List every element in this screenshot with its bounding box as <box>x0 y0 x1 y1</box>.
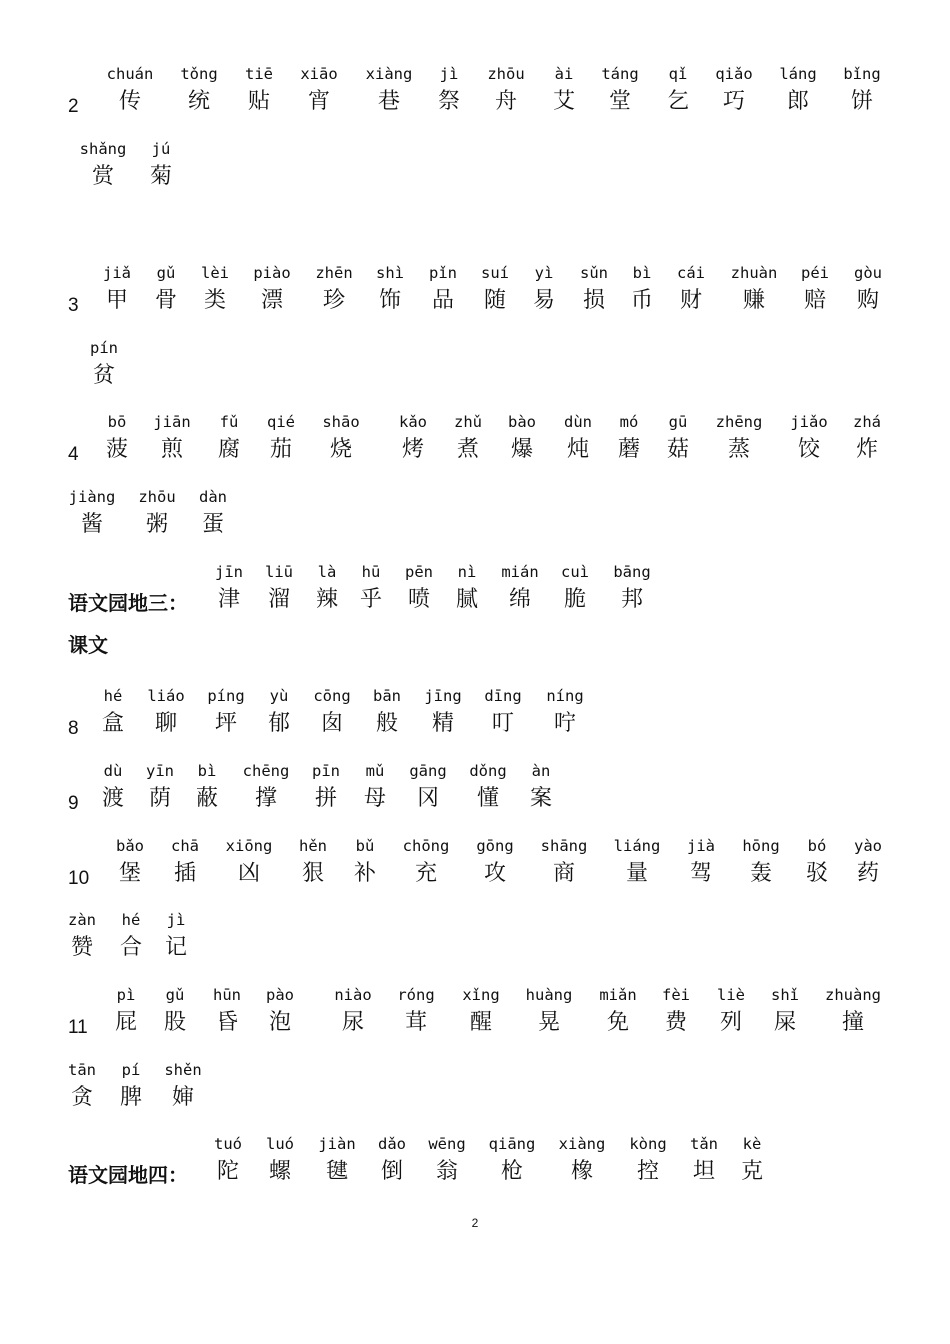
pinyin: jú <box>151 140 171 158</box>
pinyin: hōng <box>742 837 780 855</box>
pinyin: dǒng <box>469 762 507 780</box>
pinyin: tǎn <box>690 1135 718 1153</box>
hanzi: 聊 <box>154 711 177 736</box>
pinyin: pín <box>90 339 118 357</box>
pinyin: mián <box>501 563 539 581</box>
pinyin: yīn <box>146 762 174 780</box>
character-cell <box>592 562 672 616</box>
pinyin: kè <box>742 1135 762 1153</box>
hanzi: 翁 <box>435 1159 458 1184</box>
vocab-row <box>0 985 950 1045</box>
hanzi: 宵 <box>307 89 330 114</box>
pinyin: cuì <box>561 563 589 581</box>
pinyin: piào <box>253 264 291 282</box>
hanzi: 贴 <box>247 89 270 114</box>
hanzi: 充 <box>414 861 437 886</box>
pinyin: dǎo <box>378 1135 406 1153</box>
hanzi: 蛋 <box>201 512 224 537</box>
vocab-row <box>0 139 950 199</box>
hanzi: 脆 <box>563 587 586 612</box>
hanzi: 辣 <box>315 587 338 612</box>
pinyin: jià <box>687 837 715 855</box>
pinyin: zhuàng <box>825 986 881 1004</box>
hanzi: 品 <box>431 288 454 313</box>
pinyin: liáng <box>613 837 661 855</box>
character-cell <box>699 412 779 466</box>
hanzi: 尿 <box>341 1010 364 1035</box>
pinyin: gǔ <box>165 986 185 1004</box>
section-heading: 课文 <box>68 633 108 657</box>
hanzi: 溜 <box>267 587 290 612</box>
vocab-row <box>0 910 950 970</box>
pinyin: qié <box>267 413 295 431</box>
pinyin: liū <box>265 563 293 581</box>
hanzi: 漂 <box>260 288 283 313</box>
hanzi: 腻 <box>455 587 478 612</box>
pinyin: bāng <box>613 563 651 581</box>
hanzi: 菠 <box>105 437 128 462</box>
vocab-row <box>0 836 950 896</box>
pinyin: jiàn <box>318 1135 356 1153</box>
hanzi: 咛 <box>553 711 576 736</box>
pinyin: bō <box>107 413 127 431</box>
pinyin: zhuàn <box>730 264 778 282</box>
pinyin: xiāo <box>300 65 338 83</box>
character-cell <box>455 836 535 890</box>
hanzi: 喷 <box>407 587 430 612</box>
pinyin: bǔ <box>355 837 375 855</box>
pinyin: liáo <box>147 687 185 705</box>
hanzi: 母 <box>363 786 386 811</box>
vocab-row <box>0 1060 950 1120</box>
hanzi: 甲 <box>105 288 128 313</box>
hanzi: 克 <box>740 1159 763 1184</box>
pinyin: zhōu <box>138 488 176 506</box>
hanzi: 蒸 <box>727 437 750 462</box>
hanzi: 币 <box>630 288 653 313</box>
pinyin: fèi <box>662 986 690 1004</box>
hanzi: 乞 <box>666 89 689 114</box>
hanzi: 药 <box>856 861 879 886</box>
pinyin: tǒng <box>180 65 218 83</box>
hanzi: 烧 <box>329 437 352 462</box>
hanzi: 饼 <box>850 89 873 114</box>
section-label: 语文园地四： <box>68 1165 188 1187</box>
hanzi: 购 <box>856 288 879 313</box>
hanzi: 易 <box>532 288 555 313</box>
hanzi: 贫 <box>92 363 115 388</box>
pinyin: yì <box>534 264 554 282</box>
vocab-row <box>0 487 950 547</box>
pinyin: hūn <box>213 986 241 1004</box>
hanzi: 倒 <box>380 1159 403 1184</box>
lesson-number: 3 <box>68 295 79 316</box>
pinyin: tiē <box>245 65 273 83</box>
hanzi: 凶 <box>237 861 260 886</box>
pinyin: shì <box>376 264 404 282</box>
hanzi: 堡 <box>118 861 141 886</box>
hanzi: 撑 <box>254 786 277 811</box>
hanzi: 盒 <box>101 711 124 736</box>
hanzi: 股 <box>163 1010 186 1035</box>
pinyin: jiǎo <box>790 413 828 431</box>
hanzi: 昏 <box>215 1010 238 1035</box>
hanzi: 腐 <box>217 437 240 462</box>
hanzi: 绵 <box>508 587 531 612</box>
character-cell <box>524 836 604 890</box>
hanzi: 叮 <box>491 711 514 736</box>
pinyin: tān <box>68 1061 96 1079</box>
hanzi: 拼 <box>314 786 337 811</box>
pinyin: dàn <box>199 488 227 506</box>
character-cell <box>828 263 908 317</box>
pinyin: dùn <box>564 413 592 431</box>
hanzi: 控 <box>636 1159 659 1184</box>
hanzi: 案 <box>529 786 552 811</box>
pinyin: luó <box>266 1135 294 1153</box>
pinyin: ài <box>554 65 574 83</box>
lesson-number: 9 <box>68 793 79 814</box>
pinyin: gū <box>668 413 688 431</box>
pinyin: hé <box>103 687 123 705</box>
character-cell <box>173 487 253 541</box>
pinyin: zàn <box>68 911 96 929</box>
pinyin: pēn <box>405 563 433 581</box>
character-cell <box>143 1060 223 1114</box>
hanzi: 精 <box>431 711 454 736</box>
hanzi: 统 <box>187 89 210 114</box>
hanzi: 坦 <box>692 1159 715 1184</box>
hanzi: 津 <box>217 587 240 612</box>
hanzi: 冈 <box>416 786 439 811</box>
vocab-row <box>0 686 950 746</box>
hanzi: 郁 <box>267 711 290 736</box>
hanzi: 攻 <box>483 861 506 886</box>
pinyin: mó <box>619 413 639 431</box>
hanzi: 祭 <box>437 89 460 114</box>
character-cell <box>90 64 170 118</box>
pinyin: qiǎo <box>715 65 753 83</box>
hanzi: 随 <box>483 288 506 313</box>
hanzi: 饰 <box>378 288 401 313</box>
character-cell <box>136 910 216 964</box>
pinyin: jiǎ <box>103 264 131 282</box>
character-cell <box>121 139 201 193</box>
lesson-number: 8 <box>68 718 79 739</box>
hanzi: 陀 <box>216 1159 239 1184</box>
pinyin: péi <box>801 264 829 282</box>
hanzi: 贪 <box>70 1085 93 1110</box>
pinyin: shǎng <box>79 140 127 158</box>
pinyin: jīn <box>215 563 243 581</box>
pinyin: róng <box>397 986 435 1004</box>
pinyin: shǐ <box>771 986 799 1004</box>
pinyin: fǔ <box>219 413 239 431</box>
pinyin: bǐng <box>843 65 881 83</box>
character-cell <box>813 985 893 1039</box>
hanzi: 枪 <box>500 1159 523 1184</box>
pinyin: pīn <box>312 762 340 780</box>
hanzi: 炖 <box>566 437 589 462</box>
pinyin: jì <box>439 65 459 83</box>
hanzi: 蔽 <box>195 786 218 811</box>
hanzi: 费 <box>664 1010 687 1035</box>
pinyin: là <box>317 563 337 581</box>
hanzi: 记 <box>164 935 187 960</box>
hanzi: 茄 <box>269 437 292 462</box>
lesson-number: 4 <box>68 444 79 465</box>
pinyin: lèi <box>201 264 229 282</box>
vocab-row <box>0 412 950 472</box>
hanzi: 量 <box>625 861 648 886</box>
hanzi: 粥 <box>145 512 168 537</box>
hanzi: 列 <box>719 1010 742 1035</box>
pinyin: gòu <box>854 264 882 282</box>
pinyin: hé <box>121 911 141 929</box>
pinyin: láng <box>779 65 817 83</box>
pinyin: bó <box>807 837 827 855</box>
pinyin: shāo <box>322 413 360 431</box>
hanzi: 插 <box>173 861 196 886</box>
pinyin: wēng <box>428 1135 466 1153</box>
hanzi: 商 <box>552 861 575 886</box>
pinyin: shāng <box>540 837 588 855</box>
pinyin: bǎo <box>116 837 144 855</box>
pinyin: mǔ <box>365 762 385 780</box>
pinyin: suí <box>481 264 509 282</box>
hanzi: 饺 <box>797 437 820 462</box>
hanzi: 般 <box>375 711 398 736</box>
section-label: 语文园地三： <box>68 593 188 615</box>
hanzi: 巷 <box>377 89 400 114</box>
hanzi: 损 <box>582 288 605 313</box>
hanzi: 驳 <box>805 861 828 886</box>
pinyin: niào <box>334 986 372 1004</box>
hanzi: 烤 <box>401 437 424 462</box>
hanzi: 邦 <box>620 587 643 612</box>
page-number: 2 <box>471 1216 479 1230</box>
pinyin: bào <box>508 413 536 431</box>
pinyin: pǐn <box>429 264 457 282</box>
pinyin: zhēng <box>715 413 763 431</box>
pinyin: hěn <box>299 837 327 855</box>
pinyin: jì <box>166 911 186 929</box>
pinyin: chuán <box>106 65 154 83</box>
hanzi: 懂 <box>476 786 499 811</box>
pinyin: kǎo <box>399 413 427 431</box>
character-cell <box>301 412 381 466</box>
character-cell <box>827 412 907 466</box>
vocab-row <box>0 1134 950 1194</box>
vocab-row <box>0 64 950 124</box>
pinyin: xiàng <box>558 1135 606 1153</box>
pinyin: qǐ <box>668 65 688 83</box>
hanzi: 脾 <box>119 1085 142 1110</box>
pinyin: chōng <box>402 837 450 855</box>
hanzi: 坪 <box>214 711 237 736</box>
hanzi: 煮 <box>456 437 479 462</box>
lesson-number: 10 <box>68 868 90 889</box>
hanzi: 轰 <box>749 861 772 886</box>
hanzi: 传 <box>118 89 141 114</box>
hanzi: 爆 <box>510 437 533 462</box>
hanzi: 乎 <box>359 587 382 612</box>
pinyin: dù <box>103 762 123 780</box>
vocab-row <box>0 761 950 821</box>
pinyin: xǐng <box>462 986 500 1004</box>
vocab-row <box>0 263 950 323</box>
pinyin: jīng <box>424 687 462 705</box>
pinyin: cōng <box>313 687 351 705</box>
hanzi: 堂 <box>608 89 631 114</box>
pinyin: bān <box>373 687 401 705</box>
pinyin: pí <box>121 1061 141 1079</box>
pinyin: gǔ <box>156 264 176 282</box>
character-cell <box>822 64 902 118</box>
pinyin: huàng <box>525 986 573 1004</box>
hanzi: 茸 <box>404 1010 427 1035</box>
hanzi: 郎 <box>786 89 809 114</box>
character-cell <box>828 836 908 890</box>
character-cell <box>525 686 605 740</box>
hanzi: 屎 <box>773 1010 796 1035</box>
hanzi: 橡 <box>570 1159 593 1184</box>
lesson-number: 2 <box>68 96 79 117</box>
character-cell <box>509 985 589 1039</box>
character-cell <box>386 836 466 890</box>
hanzi: 菇 <box>666 437 689 462</box>
hanzi: 菊 <box>149 164 172 189</box>
character-cell <box>712 1134 792 1188</box>
character-cell <box>240 985 320 1039</box>
pinyin: táng <box>601 65 639 83</box>
vocab-row <box>0 338 950 398</box>
hanzi: 煎 <box>160 437 183 462</box>
character-cell <box>64 338 144 392</box>
hanzi: 渡 <box>101 786 124 811</box>
hanzi: 婶 <box>171 1085 194 1110</box>
pinyin: hū <box>361 563 381 581</box>
pinyin: bì <box>632 264 652 282</box>
hanzi: 毽 <box>325 1159 348 1184</box>
pinyin: yào <box>854 837 882 855</box>
pinyin: pì <box>116 986 136 1004</box>
hanzi: 艾 <box>552 89 575 114</box>
hanzi: 蘑 <box>617 437 640 462</box>
pinyin: tuó <box>214 1135 242 1153</box>
hanzi: 补 <box>353 861 376 886</box>
character-cell <box>501 761 581 815</box>
pinyin: yù <box>269 687 289 705</box>
hanzi: 荫 <box>148 786 171 811</box>
pinyin: zhōu <box>487 65 525 83</box>
hanzi: 舟 <box>494 89 517 114</box>
pinyin: dīng <box>484 687 522 705</box>
pinyin: píng <box>207 687 245 705</box>
hanzi: 合 <box>119 935 142 960</box>
pinyin: bì <box>197 762 217 780</box>
lesson-number: 11 <box>68 1017 88 1038</box>
pinyin: sǔn <box>580 264 608 282</box>
character-cell <box>279 64 359 118</box>
hanzi: 晃 <box>537 1010 560 1035</box>
pinyin: kòng <box>629 1135 667 1153</box>
hanzi: 免 <box>606 1010 629 1035</box>
pinyin: jiān <box>153 413 191 431</box>
hanzi: 醒 <box>469 1010 492 1035</box>
pinyin: miǎn <box>599 986 637 1004</box>
pinyin: àn <box>531 762 551 780</box>
hanzi: 炸 <box>855 437 878 462</box>
pinyin: zhǔ <box>454 413 482 431</box>
pinyin: xiàng <box>365 65 413 83</box>
pinyin: cái <box>677 264 705 282</box>
pinyin: jiàng <box>68 488 116 506</box>
pinyin: gāng <box>409 762 447 780</box>
pinyin: gōng <box>476 837 514 855</box>
hanzi: 骨 <box>154 288 177 313</box>
hanzi: 屁 <box>114 1010 137 1035</box>
hanzi: 类 <box>203 288 226 313</box>
vocab-row <box>0 562 950 622</box>
pinyin: qiāng <box>488 1135 536 1153</box>
pinyin: chā <box>171 837 199 855</box>
pinyin: shěn <box>164 1061 202 1079</box>
hanzi: 囱 <box>320 711 343 736</box>
hanzi: 珍 <box>322 288 345 313</box>
hanzi: 螺 <box>268 1159 291 1184</box>
hanzi: 赞 <box>70 935 93 960</box>
pinyin: liè <box>717 986 745 1004</box>
pinyin: zhēn <box>315 264 353 282</box>
pinyin: pào <box>266 986 294 1004</box>
hanzi: 赏 <box>91 164 114 189</box>
hanzi: 赔 <box>803 288 826 313</box>
pinyin: xiōng <box>225 837 273 855</box>
character-cell <box>472 1134 552 1188</box>
hanzi: 泡 <box>268 1010 291 1035</box>
pinyin: chēng <box>242 762 290 780</box>
pinyin: níng <box>546 687 584 705</box>
hanzi: 撞 <box>841 1010 864 1035</box>
hanzi: 酱 <box>80 512 103 537</box>
hanzi: 巧 <box>722 89 745 114</box>
hanzi: 狠 <box>301 861 324 886</box>
pinyin: nì <box>457 563 477 581</box>
hanzi: 赚 <box>742 288 765 313</box>
hanzi: 驾 <box>689 861 712 886</box>
hanzi: 财 <box>679 288 702 313</box>
pinyin: zhá <box>853 413 881 431</box>
